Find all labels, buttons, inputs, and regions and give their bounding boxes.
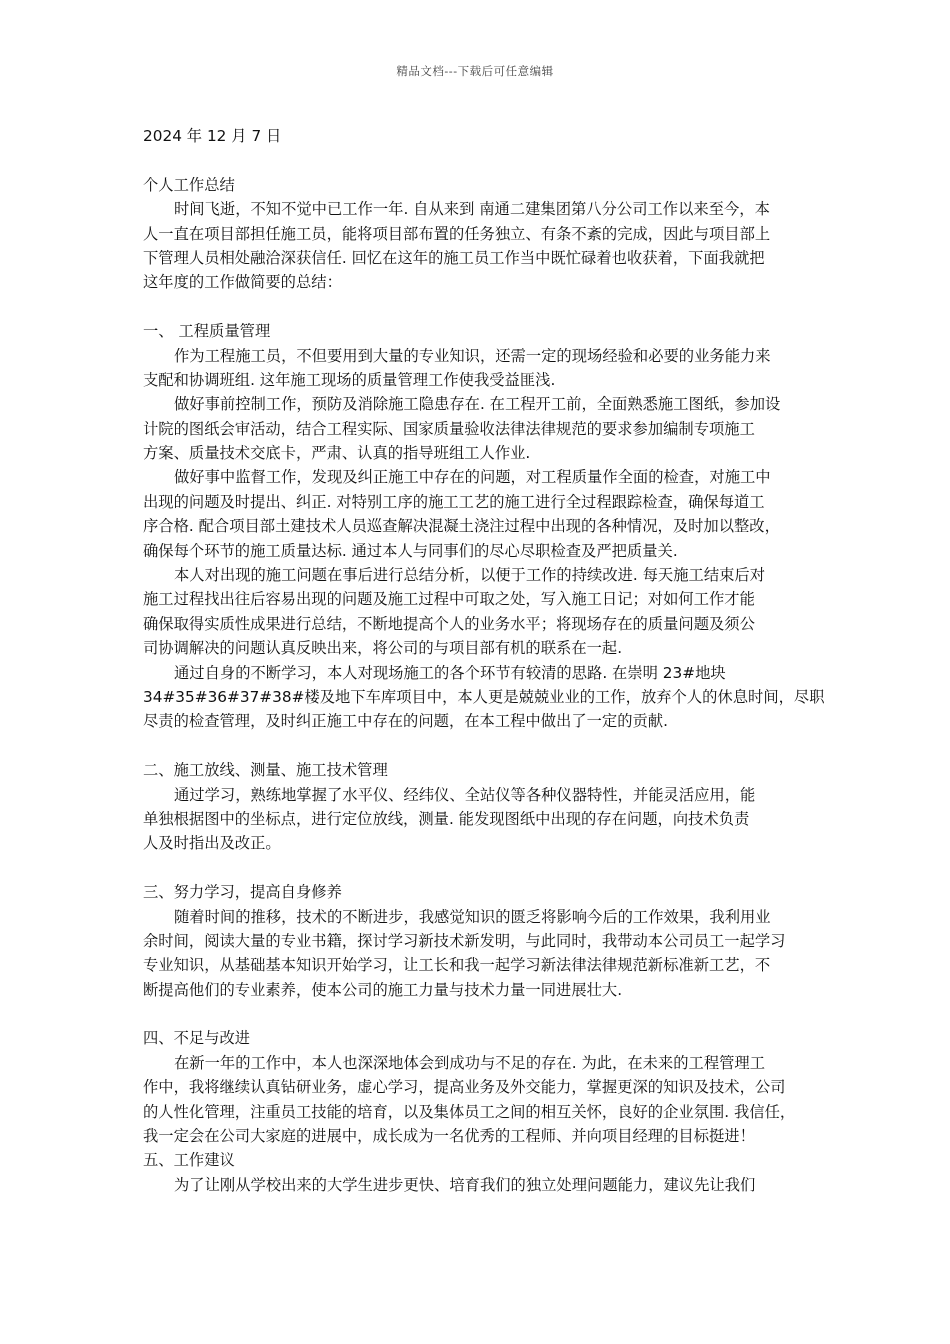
paragraph-line: 序合格. 配合项目部土建技术人员巡查解决混凝土浇注过程中出现的各种情况，及时加以整改， bbox=[143, 517, 780, 536]
document-body bbox=[143, 124, 825, 1197]
section-suggestions bbox=[143, 1148, 813, 1197]
spacer bbox=[143, 856, 813, 880]
paragraph-line: 下管理人员相处融洽深获信任. 回忆在这年的施工员工作当中既忙碌着也收获着，下面我就把 bbox=[143, 248, 765, 267]
paragraph-line: 通过学习，熟练地掌握了水平仪、经纬仪、全站仪等各种仪器特性，并能灵活应用，能 bbox=[174, 785, 756, 804]
paragraph-line: 人及时指出及改正。 bbox=[143, 834, 281, 853]
paragraph-line: 为了让刚从学校出来的大学生进步更快、培育我们的独立处理问题能力，建议先让我们 bbox=[174, 1175, 756, 1194]
paragraph-line: 方案、质量技术交底卡，严肃、认真的指导班组工人作业. bbox=[143, 444, 531, 463]
section-improvement bbox=[143, 1026, 813, 1148]
paragraph-line: 支配和协调班组. 这年施工现场的质量管理工作使我受益匪浅. bbox=[143, 370, 556, 389]
paragraph-line: 确保每个环节的施工质量达标. 通过本人与同事们的尽心尽职检查及严把质量关. bbox=[143, 541, 678, 560]
paragraph-line: 我一定会在公司大家庭的进展中，成长成为一名优秀的工程师、并向项目经理的目标挺进！ bbox=[143, 1127, 755, 1146]
section-heading: 五、工作建议 bbox=[143, 1151, 235, 1170]
paragraph-line: 随着时间的推移，技术的不断进步，我感觉知识的匮乏将影响今后的工作效果，我利用业 bbox=[174, 907, 771, 926]
paragraph-line: 34#35#36#37#38#楼及地下车库项目中，本人更是兢兢业业的工作，放弃个人的休息时间，尽职 bbox=[143, 687, 825, 706]
intro-paragraph bbox=[143, 197, 813, 295]
paragraph-line: 时间飞逝，不知不觉中已工作一年. 自从来到 南通二建集团第八分公司工作以来至今，本 bbox=[174, 200, 770, 219]
paragraph-line: 计院的图纸会审活动，结合工程实际、国家质量验收法律法律规范的要求参加编制专项施工 bbox=[143, 419, 755, 438]
document-date: 2024 年 12 月 7 日 bbox=[143, 127, 282, 145]
paragraph-line: 作中，我将继续认真钻研业务，虚心学习，提高业务及外交能力，掌握更深的知识及技术，公司 bbox=[143, 1078, 786, 1097]
section-heading: 四、不足与改进 bbox=[143, 1029, 251, 1048]
spacer bbox=[143, 734, 813, 758]
spacer bbox=[143, 295, 813, 319]
section-quality-management bbox=[143, 319, 825, 734]
paragraph-line: 尽责的检查管理，及时纠正施工中存在的问题，在本工程中做出了一定的贡献. bbox=[143, 712, 668, 731]
section-heading: 一、 工程质量管理 bbox=[143, 322, 271, 341]
paragraph-line: 余时间，阅读大量的专业书籍，探讨学习新技术新发明，与此同时，我带动本公司员工一起学习 bbox=[143, 931, 786, 950]
section-heading: 三、努力学习，提高自身修养 bbox=[143, 883, 342, 902]
paragraph-line: 作为工程施工员，不但要用到大量的专业知识，还需一定的现场经验和必要的业务能力来 bbox=[174, 346, 771, 365]
paragraph-line: 做好事中监督工作，发现及纠正施工中存在的问题，对工程质量作全面的检查，对施工中 bbox=[174, 468, 771, 487]
section-survey-technical bbox=[143, 758, 813, 856]
paragraph-line: 施工过程找出往后容易出现的问题及施工过程中可取之处，写入施工日记；对如何工作才能 bbox=[143, 590, 755, 609]
paragraph-line: 人一直在项目部担任施工员，能将项目部布置的任务独立、有条不紊的完成，因此与项目部上 bbox=[143, 224, 771, 243]
paragraph-line: 司协调解决的问题认真反映出来，将公司的与项目部有机的联系在一起. bbox=[143, 639, 623, 658]
document-title: 个人工作总结 bbox=[143, 175, 235, 194]
paragraph-line: 通过自身的不断学习，本人对现场施工的各个环节有较清的思路. 在崇明 23#地块 bbox=[174, 663, 726, 682]
section-heading: 二、施工放线、测量、施工技术管理 bbox=[143, 761, 388, 780]
header-note: 精品文档---下载后可任意编辑 bbox=[396, 64, 554, 78]
spacer bbox=[143, 148, 813, 172]
section-learning bbox=[143, 880, 813, 1002]
paragraph-line: 单独根据图中的坐标点，进行定位放线，测量. 能发现图纸中出现的存在问题，向技术负责 bbox=[143, 809, 750, 828]
paragraph-line: 这年度的工作做简要的总结： bbox=[143, 273, 342, 292]
paragraph-line: 本人对出现的施工问题在事后进行总结分析，以便于工作的持续改进. 每天施工结束后对 bbox=[174, 566, 766, 585]
spacer bbox=[143, 1002, 813, 1026]
paragraph-line: 在新一年的工作中，本人也深深地体会到成功与不足的存在. 为此，在未来的工程管理工 bbox=[174, 1053, 766, 1072]
paragraph-line: 的人性化管理，注重员工技能的培育，以及集体员工之间的相互关怀，良好的企业氛围. 我信任， bbox=[143, 1102, 796, 1121]
paragraph-line: 专业知识，从基础基本知识开始学习，让工长和我一起学习新法律法律规范新标准新工艺，不 bbox=[143, 956, 771, 975]
paragraph-line: 出现的问题及时提出、纠正. 对特别工序的施工工艺的施工进行全过程跟踪检查，确保每道工 bbox=[143, 492, 765, 511]
paragraph-line: 断提高他们的专业素养，使本公司的施工力量与技术力量一同进展壮大. bbox=[143, 980, 623, 999]
paragraph-line: 确保取得实质性成果进行总结，不断地提高个人的业务水平；将现场存在的质量问题及须公 bbox=[143, 614, 755, 633]
paragraph-line: 做好事前控制工作，预防及消除施工隐患存在. 在工程开工前，全面熟悉施工图纸，参加设 bbox=[174, 395, 781, 414]
